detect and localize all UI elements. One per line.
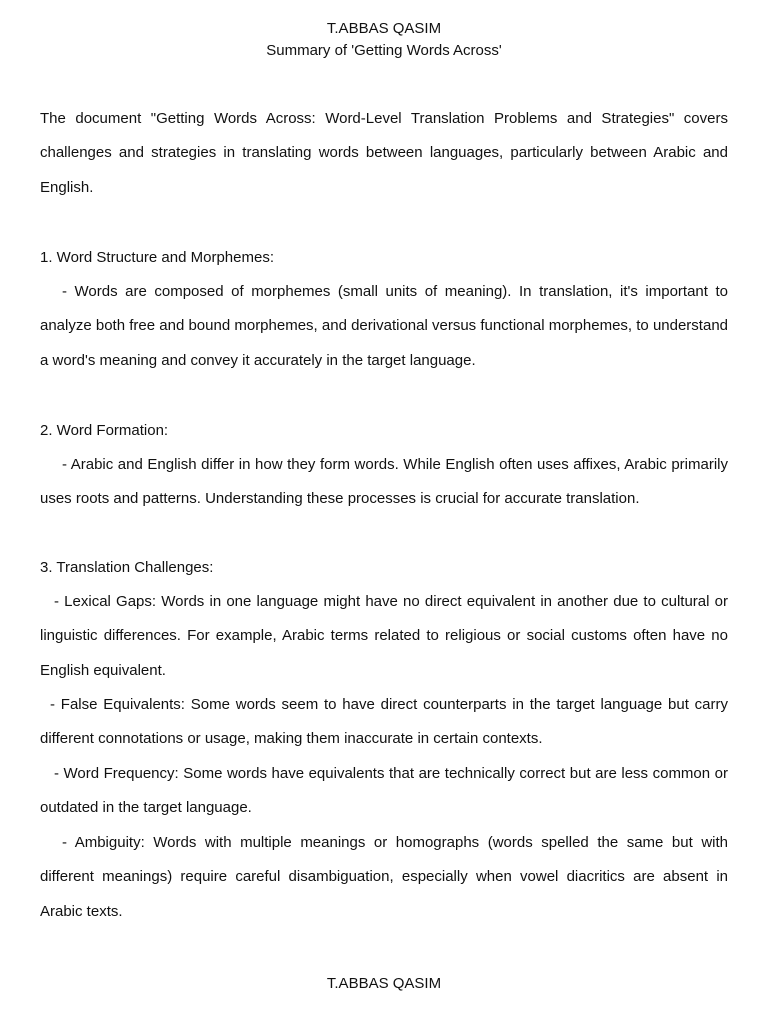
author-header: T.ABBAS QASIM — [326, 20, 442, 37]
intro-paragraph: The document "Getting Words Across: Word-Level Translation Problems and Strategies" covers challenges and strategies in translating words between languages, particularly between Arabic and English. — [40, 110, 728, 196]
author-footer: T.ABBAS QASIM — [326, 975, 442, 992]
section-heading-word-structure: 1. Word Structure and Morphemes: — [40, 249, 274, 266]
section-point-false-equivalents: - False Equivalents: Some words seem to have direct counterparts in the target language but carry different connotations or usage, making them inaccurate in certain contexts. — [40, 696, 728, 748]
section-point-morphemes: - Words are composed of morphemes (small units of meaning). In translation, it's important to analyze both free and bound morphemes, and derivational versus functional morphemes, to understand a word's meaning and convey it accurately in the target language. — [40, 283, 728, 369]
section-point-lexical-gaps: - Lexical Gaps: Words in one language might have no direct equivalent in another due to cultural or linguistic differences. For example, Arabic terms related to religious or social customs often have no English equivalent. — [40, 593, 728, 679]
section-point-word-frequency: - Word Frequency: Some words have equivalents that are technically correct but are less common or outdated in the target language. — [40, 765, 728, 817]
section-point-ambiguity: - Ambiguity: Words with multiple meanings or homographs (words spelled the same but with different meanings) require careful disambiguation, especially when vowel diacritics are absent in Arabic texts. — [40, 834, 728, 920]
section-heading-translation-challenges: 3. Translation Challenges: — [40, 559, 214, 576]
document-title: Summary of 'Getting Words Across' — [266, 42, 502, 59]
section-heading-word-formation: 2. Word Formation: — [40, 422, 169, 439]
section-point-formation: - Arabic and English differ in how they form words. While English often uses affixes, Arabic primarily uses roots and patterns. Understanding these processes is crucial for accurate translation. — [40, 456, 728, 508]
